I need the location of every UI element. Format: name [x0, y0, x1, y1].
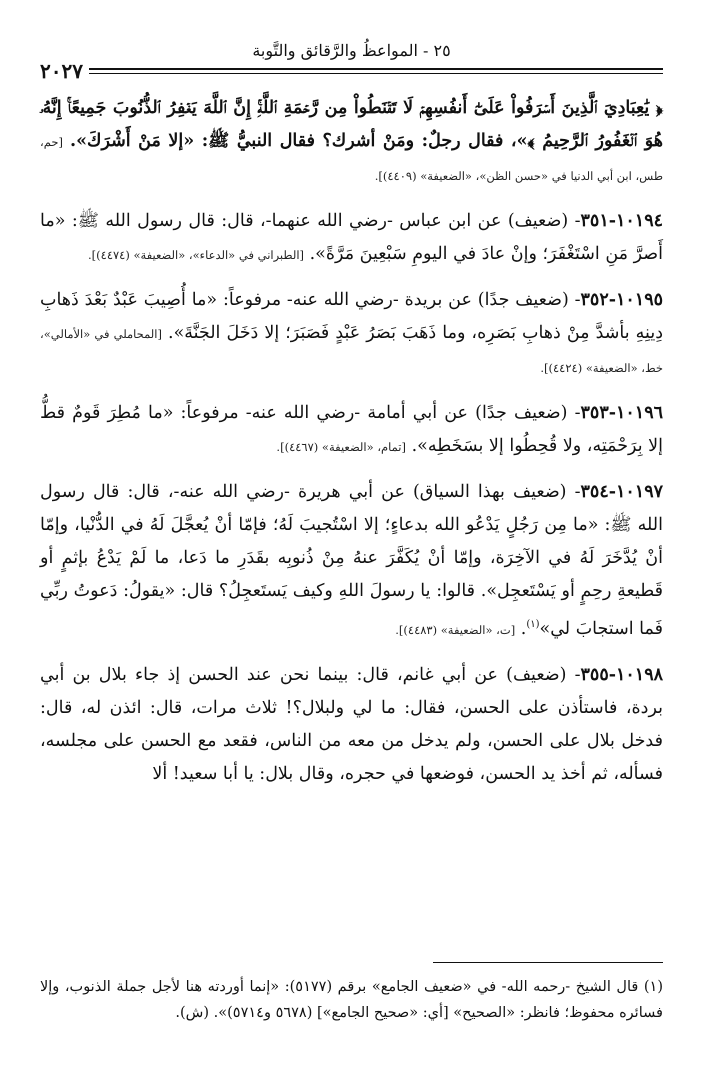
- hadith-number: ١٠١٩٧-٣٥٤: [580, 482, 663, 502]
- entry-source: [الطبراني في «الدعاء»، «الضعيفة» (٤٤٧٤)].: [88, 248, 305, 262]
- hadith-entry: [40, 397, 663, 464]
- entry-source: [ت، «الضعيفة» (٤٤٨٣)].: [395, 622, 516, 637]
- header-rule: [40, 68, 663, 70]
- hadith-entry-continued: [40, 92, 663, 193]
- entry-source: [المحاملي في «الأمالي»، خط، «الضعيفة» (٤٤٢٤)].: [40, 327, 663, 375]
- chapter-title: ٢٥ - المواعظُ والرَّقائق والتَّوبة: [252, 41, 451, 60]
- entry-text: ﴿ يَٰعِبَادِيَ ٱلَّذِينَ أَسۡرَفُواْ عَلَىٰٓ أَنفُسِهِمۡ لَا تَقۡنَطُواْ مِن رَّحۡمَةِ ٱللَّهِۚ إِنَّ ٱللَّهَ يَغۡفِرُ ٱلذُّنُوبَ جَمِيعًاۚ إِنَّهُۥ هُوَ ٱلۡغَفُورُ ٱلرَّحِيمُ ﴾»، فقال رجلٌ: ومَنْ أشرك؟ فقال النبيُّ ﷺ: «إلا مَنْ أَشْرَكَ».: [40, 98, 663, 151]
- page-body: [40, 92, 663, 791]
- entry-text: - (ضعيف) عن ابن عباس -رضي الله عنهما-، قال: قال رسول الله ﷺ: «ما أَصرَّ مَنِ اسْتَغْفَرَ؛ وإنْ عادَ في اليومِ سَبْعِينَ مَرَّةً».: [40, 211, 663, 264]
- hadith-number: ١٠١٩٦-٣٥٣: [580, 403, 663, 423]
- hadith-number: ١٠١٩٤-٣٥١: [580, 211, 663, 231]
- hadith-entry: ١٠١٩٧-٣٥٤- (ضعيف بهذا السياق) عن أبي هريرة -رضي الله عنه-، قال: قال رسول الله ﷺ: «ما مِن رَجُلٍ يَدْعُو الله بدعاءٍ؛ إلا اسْتُجيبَ لَهُ؛ فإمّا أنْ يُعجَّلَ لَهُ في الدُّنْيا، وإمّا أنْ يُدَّخَرَ لَهُ في الآخِرَة، وإمّا أنْ يُكَفَّرَ عنهُ مِنْ ذُنوبِه بقَدَرِ ما دَعا، ما لَمْ يَدْعُ بإثمٍ أو قَطيعةِ رحِمٍ أو يَسْتَعجِل». قالوا: يا رسولَ اللهِ وكيف يَستَعجِلُ؟ قال: «يقولُ: دَعوتُ ربِّي فَما استجابَ لي»$^{(١)}$. [ت، «الضعيفة» (٤٤٨٣)].: [40, 482, 663, 639]
- entry-source: [تمام، «الضعيفة» (٤٤٦٧)].: [276, 440, 406, 454]
- hadith-number: ١٠١٩٥-٣٥٢: [580, 290, 663, 310]
- footnote-marker[interactable]: (١): [526, 619, 540, 630]
- page-header: [40, 40, 663, 84]
- hadith-entry: [40, 205, 663, 272]
- hadith-entry: [40, 284, 663, 385]
- entry-text: - (ضعيف جدًا) عن أبي أمامة -رضي الله عنه- مرفوعاً: «ما مُطِرَ قَومٌ قطُّ إلا بِرَحْمَتِه، ولا قُحِطُوا إلا بسَخَطِه».: [40, 403, 663, 456]
- entry-text: - (ضعيف بهذا السياق) عن أبي هريرة -رضي الله عنه-، قال: قال رسول الله ﷺ: «ما مِن رَجُلٍ يَدْعُو الله بدعاءٍ؛ إلا اسْتُجيبَ لَهُ؛ فإمّا أنْ يُعجَّلَ لَهُ في الدُّنْيا، وإمّا أنْ يُدَّخَرَ لَهُ في الآخِرَة، وإمّا أنْ يُكَفَّرَ عنهُ مِنْ ذُنوبِه بقَدَرِ ما دَعا، ما لَمْ يَدْعُ بإثمٍ أو قَطيعةِ رحِمٍ أو يَسْتَعجِل». قالوا: يا رسولَ اللهِ وكيف يَستَعجِلُ؟ قال: «يقولُ: دَعوتُ ربِّي فَما استجابَ لي»: [40, 482, 663, 639]
- header-rule-thin: [40, 73, 663, 74]
- hadith-number: ١٠١٩٨-٣٥٥: [580, 664, 663, 685]
- entry-text: - (ضعيف جدًا) عن بريدة -رضي الله عنه- مرفوعاً: «ما أُصِيبَ عَبْدٌ بَعْدَ ذَهابِ دِينِهِ بأشدَّ مِنْ ذهابِ بَصَرِه، وما ذَهَبَ بَصَرُ عَبْدٍ فَصَبَرَ؛ إلا دَخَلَ الجَنَّةَ».: [40, 290, 663, 343]
- hadith-entry: [40, 659, 663, 791]
- entry-source: [حم، طس، ابن أبي الدنيا في «حسن الظن»، «الضعيفة» (٤٤٠٩)].: [40, 135, 663, 183]
- page-number: ٢٠٢٧: [40, 60, 89, 82]
- footnote: (١) قال الشيخ -رحمه الله- في «ضعيف الجامع» برقم (٥١٧٧): «إنما أوردته هنا لأجل جملة الذنوب، وإلا فسائره محفوظ؛ فانظر: «الصحيح» [أي: «صحيح الجامع»] (٥٦٧٨ و٥٧١٤)». (ش).: [40, 979, 663, 1021]
- entry-text: - (ضعيف) عن أبي غانم، قال: بينما نحن عند الحسن إذ جاء بلال بن أبي بردة، فاستأذن على الحسن، فقال: ما لي ولبلال؟! ثلاث مرات، قال: ائذن له، قال: فدخل بلال على الحسن، ولم يدخل من معه من الناس، فقعد مع الحسن على مجلسه، فسأله، ثم أخذ يد الحسن، فوضعها في حجره، وقال بلال: يا أبا سعيد! ألا: [40, 664, 663, 784]
- footnote-separator: [433, 962, 663, 963]
